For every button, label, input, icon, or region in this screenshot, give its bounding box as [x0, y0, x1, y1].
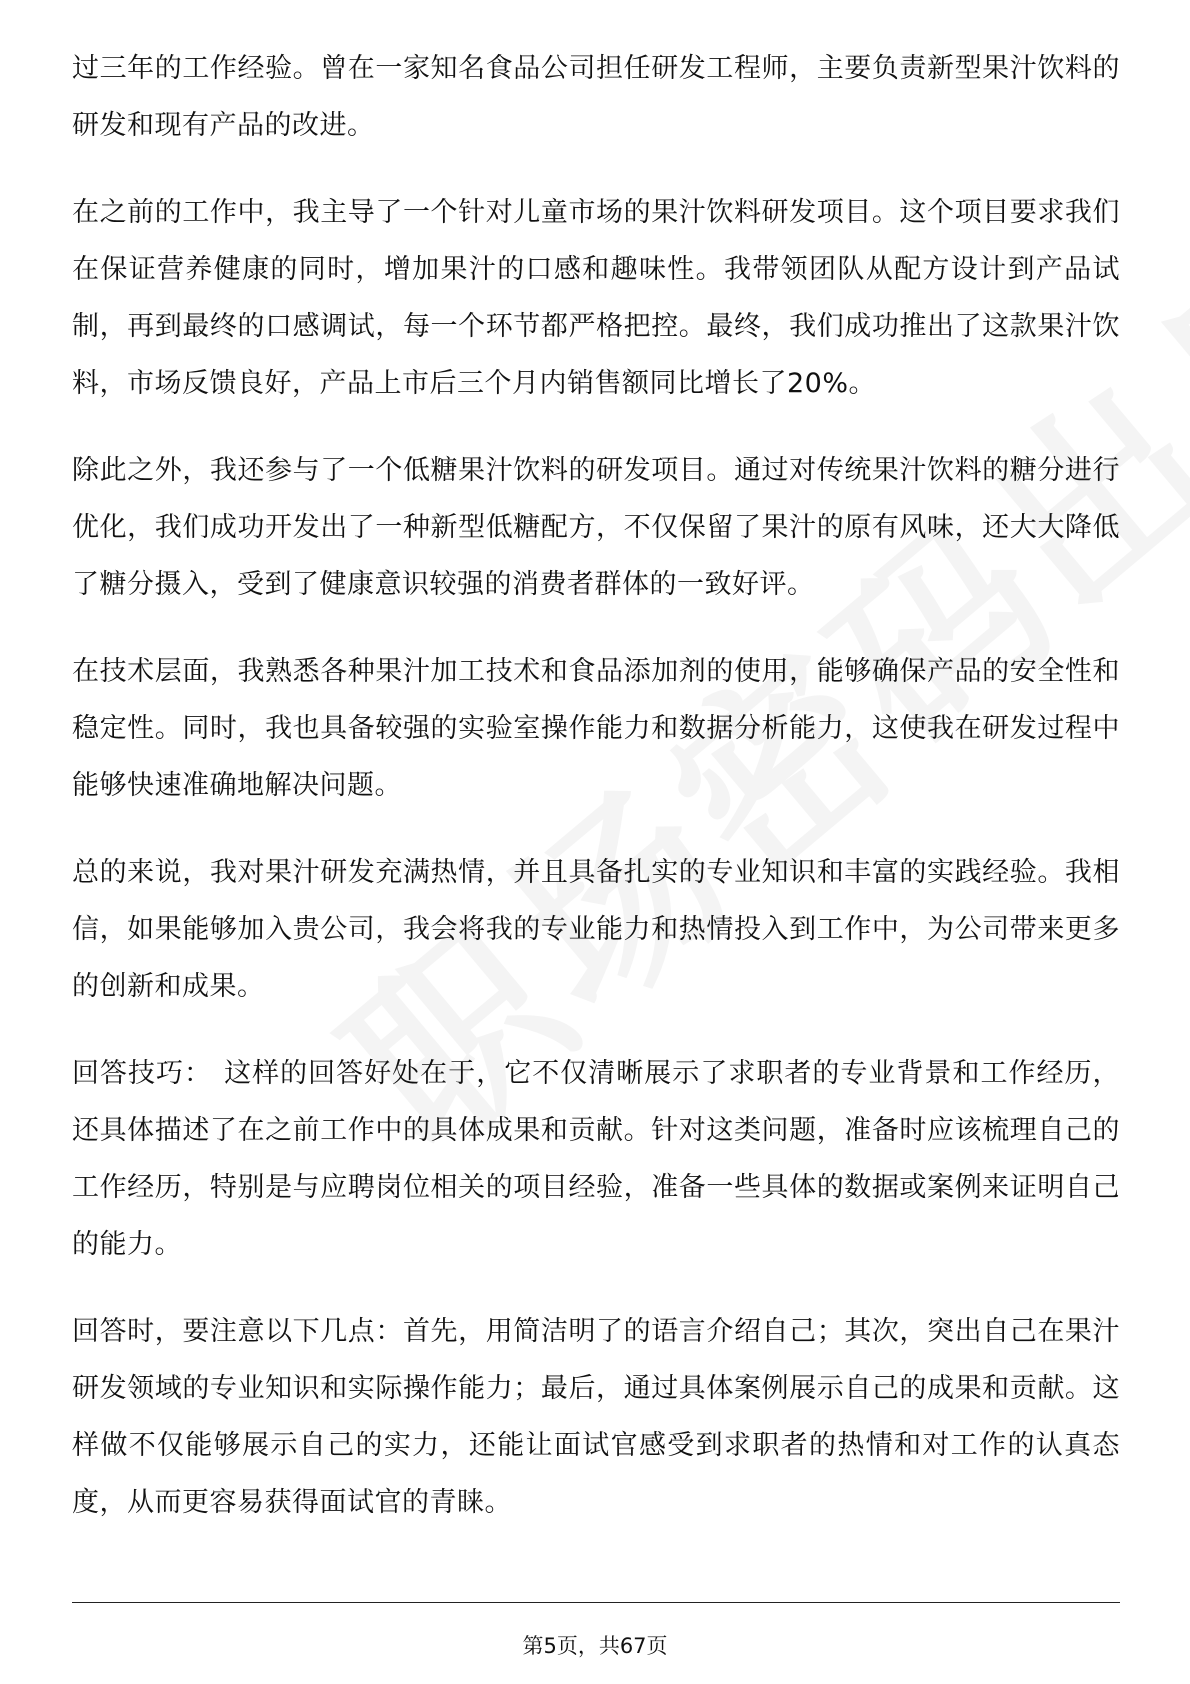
paragraph-experience-intro: 过三年的工作经验。曾在一家知名食品公司担任研发工程师，主要负责新型果汁饮料的研发和现有产品的改进。 — [72, 53, 1120, 141]
page-number: 第5页，共67页 — [522, 1634, 668, 1658]
answer-tip-label: 回答技巧： — [72, 1058, 213, 1089]
paragraph-summary: 总的来说，我对果汁研发充满热情，并且具备扎实的专业知识和丰富的实践经验。我相信，如果能够加入贵公司，我会将我的专业能力和热情投入到工作中，为公司带来更多的创新和成果。 — [72, 857, 1120, 1002]
paragraph-low-sugar-project: 除此之外，我还参与了一个低糖果汁饮料的研发项目。通过对传统果汁饮料的糖分进行优化，我们成功开发出了一种新型低糖配方，不仅保留了果汁的原有风味，还大大降低了糖分摄入，受到了健康意识较强的消费者群体的一致好评。 — [72, 455, 1120, 600]
footer-divider — [72, 1602, 1120, 1603]
paragraph-closing-advice: 回答时，要注意以下几点：首先，用简洁明了的语言介绍自己；其次，突出自己在果汁研发领域的专业知识和实际操作能力；最后，通过具体案例展示自己的成果和贡献。这样做不仅能够展示自己的实力，还能让面试官感受到求职者的热情和对工作的认真态度，从而更容易获得面试官的青睐。 — [72, 1316, 1120, 1518]
answer-tip-text: 这样的回答好处在于，它不仅清晰展示了求职者的专业背景和工作经历，还具体描述了在之前工作中的具体成果和贡献。针对这类问题，准备时应该梳理自己的工作经历，特别是与应聘岗位相关的项目经验，准备一些具体的数据或案例来证明自己的能力。 — [72, 1058, 1121, 1260]
paragraph-answer-tip — [72, 1045, 1120, 1273]
document-body — [72, 40, 1120, 1561]
paragraph-technical-skills: 在技术层面，我熟悉各种果汁加工技术和食品添加剂的使用，能够确保产品的安全性和稳定性。同时，我也具备较强的实验室操作能力和数据分析能力，这使我在研发过程中能够快速准确地解决问题。 — [72, 656, 1120, 801]
paragraph-children-project: 在之前的工作中，我主导了一个针对儿童市场的果汁饮料研发项目。这个项目要求我们在保证营养健康的同时，增加果汁的口感和趣味性。我带领团队从配方设计到产品试制，再到最终的口感调试，每一个环节都严格把控。最终，我们成功推出了这款果汁饮料，市场反馈良好，产品上市后三个月内销售额同比增长了20%。 — [72, 197, 1120, 399]
